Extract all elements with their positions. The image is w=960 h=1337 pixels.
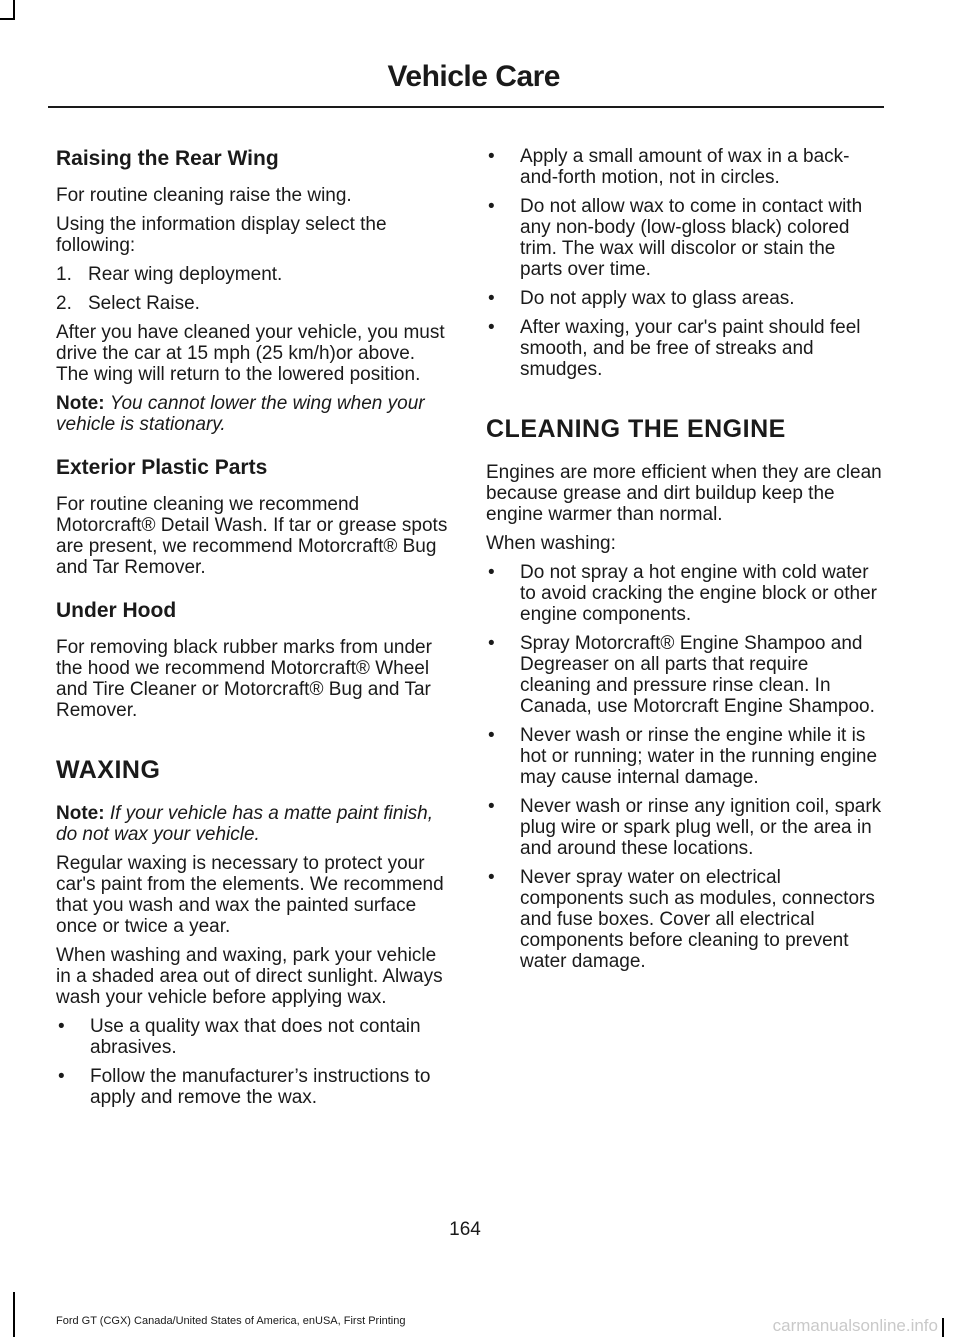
- list-item: [56, 1066, 448, 1108]
- engine-paragraph-2: When washing:: [486, 533, 616, 554]
- bullet-icon: •: [488, 146, 495, 167]
- bullet-icon: •: [58, 1016, 65, 1037]
- bullet-icon: •: [488, 288, 495, 309]
- list-item: [486, 146, 882, 188]
- list-item: [486, 796, 882, 859]
- engine-bullet-list: [486, 562, 882, 972]
- bullet-icon: •: [488, 633, 495, 654]
- wax-bullet-list: [56, 1016, 448, 1108]
- bullet-text: Never spray water on electrical components such as modules, connectors and fuse boxes. Cover all electrical components before cleaning to prevent water damage.: [520, 867, 875, 972]
- waxing-paragraph-2: When washing and waxing, park your vehicle in a shaded area out of direct sunlight. Always wash your vehicle before applying wax.: [56, 945, 443, 1008]
- bullet-text: Do not spray a hot engine with cold water to avoid cracking the engine block or other engine components.: [520, 562, 877, 625]
- page-section-title: Vehicle Care: [387, 60, 560, 93]
- cleaning-engine-heading: CLEANING THE ENGINE: [486, 415, 786, 443]
- wax-bullet-list-continued: [486, 146, 882, 380]
- step-text: Rear wing deployment.: [88, 264, 283, 285]
- engine-paragraph-1: Engines are more efficient when they are clean because grease and dirt buildup keep the engine warmer than normal.: [486, 462, 882, 525]
- bullet-icon: •: [488, 317, 495, 338]
- note-matte: [56, 803, 448, 845]
- bullet-text: After waxing, your car's paint should feel smooth, and be free of streaks and smudges.: [520, 317, 861, 380]
- crop-mark-bottom-right: [942, 1318, 944, 1337]
- page-number: 164: [449, 1219, 481, 1240]
- bullet-text: Spray Motorcraft® Engine Shampoo and Degreaser on all parts that require cleaning and pressure rinse clean. In Canada, use Motorcraft Engine Shampoo.: [520, 633, 875, 717]
- watermark: carmanualsonline.info: [772, 1316, 938, 1335]
- list-item: [486, 317, 882, 380]
- crop-mark-top-left: [13, 0, 15, 20]
- note-text: If your vehicle has a matte paint finish, do not wax your vehicle.: [56, 803, 434, 845]
- footer-print-info: Ford GT (CGX) Canada/United States of America, enUSA, First Printing: [56, 1315, 406, 1327]
- list-item: [486, 725, 882, 788]
- bullet-text: Do not allow wax to come in contact with any non-body (low-gloss black) colored trim. The wax will discolor or stain the parts over time.: [520, 196, 863, 280]
- note-wing: [56, 393, 448, 435]
- list-item: [56, 1016, 448, 1058]
- list-item: [486, 633, 882, 717]
- bullet-text: Do not apply wax to glass areas.: [520, 288, 795, 309]
- rear-wing-heading: Raising the Rear Wing: [56, 147, 279, 170]
- step-text: Select Raise.: [88, 293, 200, 314]
- bullet-icon: •: [488, 867, 495, 888]
- rear-wing-paragraph-3: After you have cleaned your vehicle, you must drive the car at 15 mph (25 km/h)or above. The wing will return to the lowered position.: [56, 322, 445, 385]
- waxing-paragraph-1: Regular waxing is necessary to protect your car's paint from the elements. We recommend that you wash and wax the painted surface once or twice a year.: [56, 853, 444, 937]
- bullet-text: Never wash or rinse any ignition coil, spark plug wire or spark plug well, or the area in and around these locations.: [520, 796, 882, 859]
- plastic-parts-paragraph: For routine cleaning we recommend Motorcraft® Detail Wash. If tar or grease spots are present, we recommend Motorcraft® Bug and Tar Remover.: [56, 494, 448, 578]
- rear-wing-steps: [56, 264, 448, 314]
- list-item: [486, 562, 882, 625]
- waxing-heading: WAXING: [56, 756, 161, 784]
- plastic-parts-heading: Exterior Plastic Parts: [56, 456, 268, 479]
- under-hood-paragraph: For removing black rubber marks from under the hood we recommend Motorcraft® Wheel and Tire Cleaner or Motorcraft® Bug and Tar Remover.: [56, 637, 432, 721]
- crop-mark-top-left-h: [0, 18, 15, 20]
- bullet-text: Follow the manufacturer’s instructions to apply and remove the wax.: [90, 1066, 431, 1108]
- step-number: 2.: [56, 293, 72, 314]
- bullet-text: Use a quality wax that does not contain abrasives.: [90, 1016, 421, 1058]
- note-label: Note:: [56, 393, 105, 414]
- bullet-text: Never wash or rinse the engine while it is hot or running; water in the running engine may cause internal damage.: [520, 725, 878, 788]
- right-column: [486, 146, 882, 980]
- step-number: 1.: [56, 264, 72, 285]
- list-item: [56, 264, 448, 285]
- bullet-icon: •: [488, 725, 495, 746]
- under-hood-heading: Under Hood: [56, 599, 177, 622]
- list-item: [486, 288, 882, 309]
- list-item: [486, 196, 882, 280]
- header-divider: [48, 106, 884, 108]
- bullet-icon: •: [488, 196, 495, 217]
- rear-wing-paragraph-2: Using the information display select the following:: [56, 214, 387, 256]
- list-item: [486, 867, 882, 972]
- bullet-icon: •: [488, 796, 495, 817]
- bullet-icon: •: [488, 562, 495, 583]
- left-column: [56, 146, 448, 1116]
- list-item: [56, 293, 448, 314]
- bullet-text: Apply a small amount of wax in a back-and-forth motion, not in circles.: [520, 146, 850, 188]
- crop-mark-bottom-left: [13, 1292, 15, 1337]
- bullet-icon: •: [58, 1066, 65, 1087]
- note-text: You cannot lower the wing when your vehicle is stationary.: [56, 393, 425, 435]
- rear-wing-paragraph-1: For routine cleaning raise the wing.: [56, 185, 352, 206]
- note-label: Note:: [56, 803, 105, 824]
